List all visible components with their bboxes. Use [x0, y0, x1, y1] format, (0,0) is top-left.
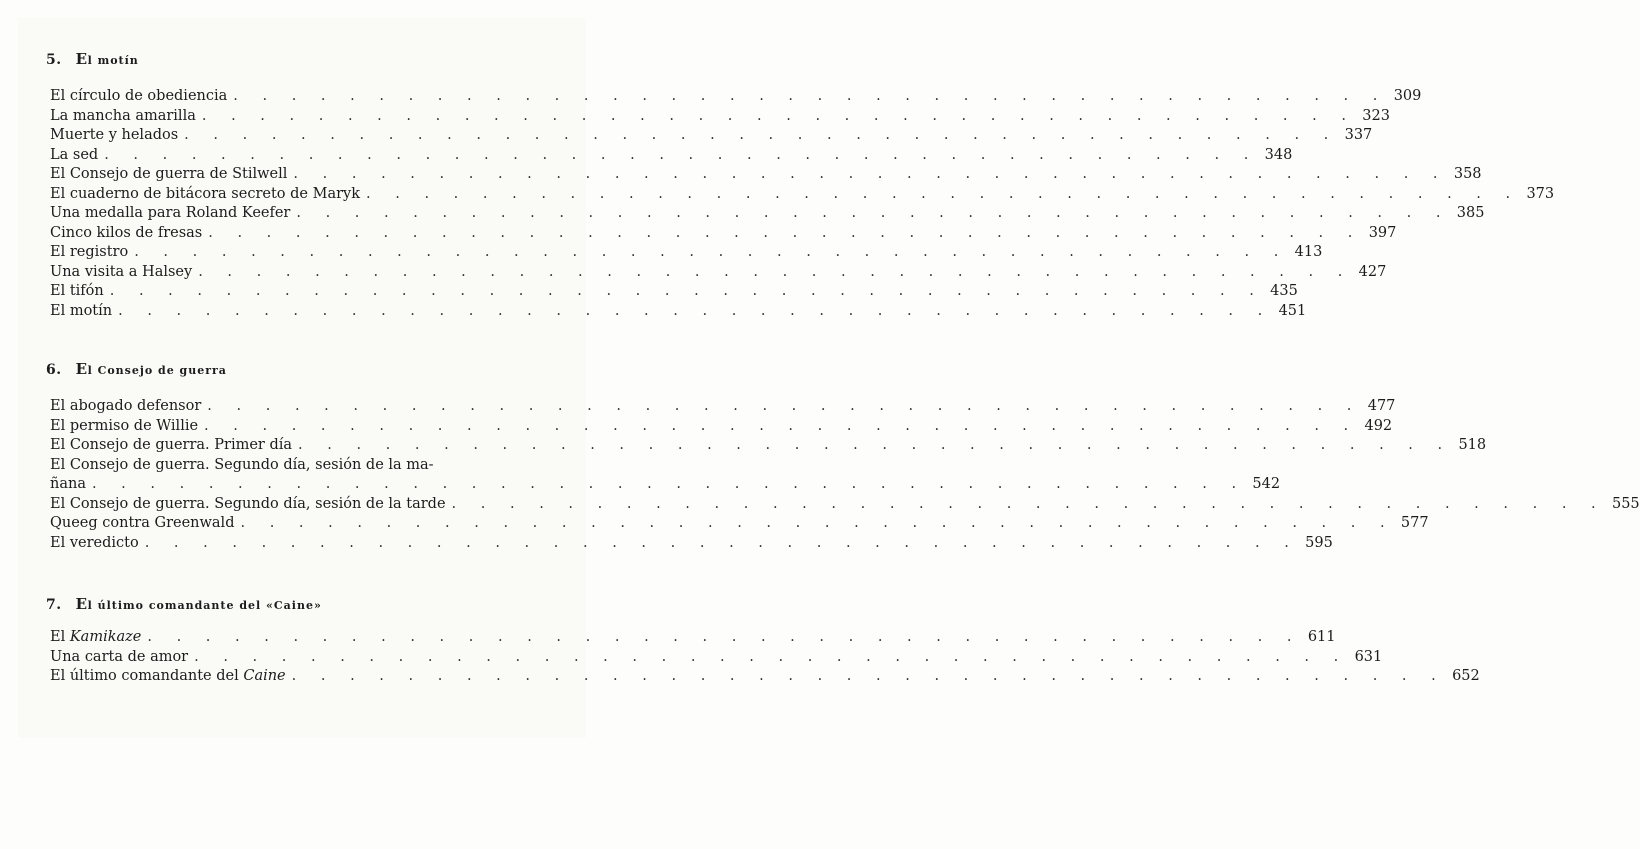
- dot-leader: . . . . . . . . . . . . . . . . . . . . . . . . . . . . . . . . . . . . . . . .: [198, 263, 1353, 280]
- toc-entry[interactable]: [50, 263, 1387, 284]
- entry-page-number: 611: [1307, 629, 1336, 645]
- toc-entry[interactable]: [50, 88, 1422, 108]
- toc-entry[interactable]: [50, 648, 1383, 669]
- toc-entry[interactable]: [50, 668, 1480, 688]
- dot-leader: . . . . . . . . . . . . . . . . . . . . . . . . . . . . . . . . . . . . . . . .: [233, 88, 1388, 104]
- entry-title: Queeg contra Greenwald: [50, 515, 235, 531]
- toc-entry[interactable]: [50, 456, 1281, 496]
- entry-page-number: 451: [1278, 302, 1307, 319]
- section-number: 6.: [46, 362, 62, 378]
- toc-entry[interactable]: [50, 629, 1336, 649]
- toc-entry[interactable]: [50, 417, 1393, 438]
- entry-page-number: 631: [1354, 648, 1383, 665]
- entry-page-number: 358: [1453, 166, 1482, 182]
- entry-page-number: 323: [1362, 107, 1390, 124]
- entry-title-italic: Kamikaze: [69, 629, 142, 645]
- toc-entry[interactable]: [50, 437, 1487, 457]
- dot-leader: . . . . . . . . . . . . . . . . . . . . . . . . . . . . . . . . . . . . . . . .: [451, 495, 1606, 512]
- toc-entry[interactable]: [50, 224, 1397, 245]
- toc-entry[interactable]: [50, 185, 1555, 206]
- section-number: 7.: [46, 597, 62, 613]
- dot-leader: . . . . . . . . . . . . . . . . . . . . . . . . . . . . . . . . . . . . . . . .: [293, 166, 1448, 182]
- dot-leader: . . . . . . . . . . . . . . . . . . . . . . . . . . . . . . . . . . . . . . . .: [118, 302, 1273, 319]
- toc-entry[interactable]: [50, 146, 1293, 167]
- entry-title: El permiso de Willie: [50, 417, 199, 434]
- entry-page-number: 518: [1458, 437, 1487, 453]
- toc-entry[interactable]: [50, 515, 1429, 535]
- toc-entry[interactable]: [50, 495, 1640, 516]
- dot-leader: . . . . . . . . . . . . . . . . . . . . . . . . . . . . . . . . . . . . . . . .: [291, 668, 1446, 684]
- entry-page-number: 309: [1393, 88, 1422, 104]
- entry-title: La sed: [50, 146, 99, 163]
- section-title-rest: l último comandante del «Caine»: [87, 599, 322, 612]
- entry-page-number: 337: [1344, 127, 1373, 143]
- entry-title: El abogado defensor: [50, 398, 202, 414]
- entry-page-number: 413: [1294, 244, 1323, 260]
- toc-entry[interactable]: [50, 127, 1373, 147]
- entry-title: Cinco kilos de fresas: [50, 224, 203, 241]
- toc-entry[interactable]: [50, 107, 1390, 128]
- entry-page-number: 652: [1452, 668, 1480, 684]
- entry-page-number: 595: [1305, 534, 1333, 551]
- toc-section-5: [46, 50, 566, 68]
- entry-title: El registro: [50, 244, 129, 260]
- toc-entry[interactable]: [50, 205, 1485, 225]
- entry-page-number: 373: [1526, 185, 1555, 202]
- entry-title: El cuaderno de bitácora secreto de Maryk: [50, 185, 361, 202]
- section-title-initial: E: [75, 360, 88, 378]
- toc-entry[interactable]: [50, 398, 1396, 418]
- toc-list-section-6: [50, 398, 1640, 554]
- entry-title-continuation: ñana: [50, 476, 86, 492]
- entry-page-number: 348: [1264, 146, 1293, 163]
- entry-title: El Consejo de guerra de Stilwell: [50, 166, 288, 182]
- toc-entry[interactable]: [50, 283, 1298, 303]
- entry-page-number: 397: [1368, 224, 1397, 241]
- dot-leader: . . . . . . . . . . . . . . . . . . . . . . . . . . . . . . . . . . . . . . . .: [144, 534, 1299, 551]
- entry-title: [50, 629, 141, 645]
- entry-page-number: 435: [1270, 283, 1298, 299]
- entry-title: El Consejo de guerra. Primer día: [50, 437, 293, 453]
- entry-page-number: 385: [1456, 205, 1485, 221]
- entry-title: El motín: [50, 302, 113, 319]
- dot-leader: . . . . . . . . . . . . . . . . . . . . . . . . . . . . . . . . . . . . . . . .: [184, 127, 1339, 143]
- dot-leader: . . . . . . . . . . . . . . . . . . . . . . . . . . . . . . . . . . . . . . . .: [240, 515, 1395, 531]
- toc-section-6: [46, 360, 566, 378]
- entry-title: [50, 668, 286, 684]
- toc-entry[interactable]: [50, 244, 1323, 264]
- section-title-initial: E: [75, 595, 88, 613]
- dot-leader: . . . . . . . . . . . . . . . . . . . . . . . . . . . . . . . . . . . . . . . .: [298, 437, 1453, 453]
- toc-entry[interactable]: [50, 534, 1333, 555]
- entry-page-number: 577: [1400, 515, 1429, 531]
- entry-title: El círculo de obediencia: [50, 88, 228, 104]
- section-title-rest: l motín: [87, 54, 139, 67]
- entry-title: El Consejo de guerra. Segundo día, sesión de la tarde: [50, 495, 446, 512]
- entry-title: Una medalla para Roland Keefer: [50, 205, 291, 221]
- entry-title-text: El: [50, 629, 70, 645]
- entry-page-number: 555: [1611, 495, 1640, 512]
- dot-leader: . . . . . . . . . . . . . . . . . . . . . . . . . . . . . . . . . . . . . . . .: [109, 283, 1264, 299]
- dot-leader: . . . . . . . . . . . . . . . . . . . . . . . . . . . . . . . . . . . . . . . .: [91, 476, 1247, 492]
- entry-title: El Consejo de guerra. Segundo día, sesión de la ma-: [50, 456, 434, 473]
- entry-title-text: El último comandante del: [50, 668, 244, 684]
- entry-title: Una carta de amor: [50, 648, 189, 665]
- toc-list-section-7: [50, 629, 1480, 688]
- toc-entry[interactable]: [50, 302, 1307, 323]
- entry-title-continuation-line: [50, 476, 1281, 496]
- dot-leader: . . . . . . . . . . . . . . . . . . . . . . . . . . . . . . . . . . . . . . . .: [134, 244, 1289, 260]
- entry-page-number: 477: [1367, 398, 1396, 414]
- section-title-rest: l Consejo de guerra: [87, 364, 227, 377]
- entry-title: El tifón: [50, 283, 104, 299]
- dot-leader: . . . . . . . . . . . . . . . . . . . . . . . . . . . . . . . . . . . . . . . .: [201, 107, 1356, 124]
- entry-page-number: 492: [1364, 417, 1393, 434]
- dot-leader: . . . . . . . . . . . . . . . . . . . . . . . . . . . . . . . . . . . . . . . .: [208, 224, 1363, 241]
- entry-title: Una visita a Halsey: [50, 263, 193, 280]
- section-number: 5.: [46, 52, 62, 68]
- dot-leader: . . . . . . . . . . . . . . . . . . . . . . . . . . . . . . . . . . . . . . . .: [104, 146, 1259, 163]
- entry-page-number: 542: [1252, 476, 1281, 492]
- dot-leader: . . . . . . . . . . . . . . . . . . . . . . . . . . . . . . . . . . . . . . . .: [296, 205, 1451, 221]
- dot-leader: . . . . . . . . . . . . . . . . . . . . . . . . . . . . . . . . . . . . . . . .: [204, 417, 1359, 434]
- dot-leader: . . . . . . . . . . . . . . . . . . . . . . . . . . . . . . . . . . . . . . . .: [147, 629, 1302, 645]
- dot-leader: . . . . . . . . . . . . . . . . . . . . . . . . . . . . . . . . . . . . . . . .: [366, 185, 1521, 202]
- section-title-initial: E: [75, 50, 88, 68]
- entry-title-italic: Caine: [243, 668, 286, 684]
- entry-title: La mancha amarilla: [50, 107, 196, 124]
- section-heading: [46, 50, 566, 68]
- entry-page-number: 427: [1358, 263, 1387, 280]
- section-heading: [46, 360, 566, 378]
- entry-title: Muerte y helados: [50, 127, 179, 143]
- section-heading: [46, 595, 566, 613]
- dot-leader: . . . . . . . . . . . . . . . . . . . . . . . . . . . . . . . . . . . . . . . .: [207, 398, 1362, 414]
- dot-leader: . . . . . . . . . . . . . . . . . . . . . . . . . . . . . . . . . . . . . . . .: [194, 648, 1349, 665]
- entry-title: El veredicto: [50, 534, 139, 551]
- toc-entry[interactable]: [50, 166, 1482, 186]
- toc-section-7: [46, 595, 566, 613]
- toc-list-section-5: [50, 88, 1555, 322]
